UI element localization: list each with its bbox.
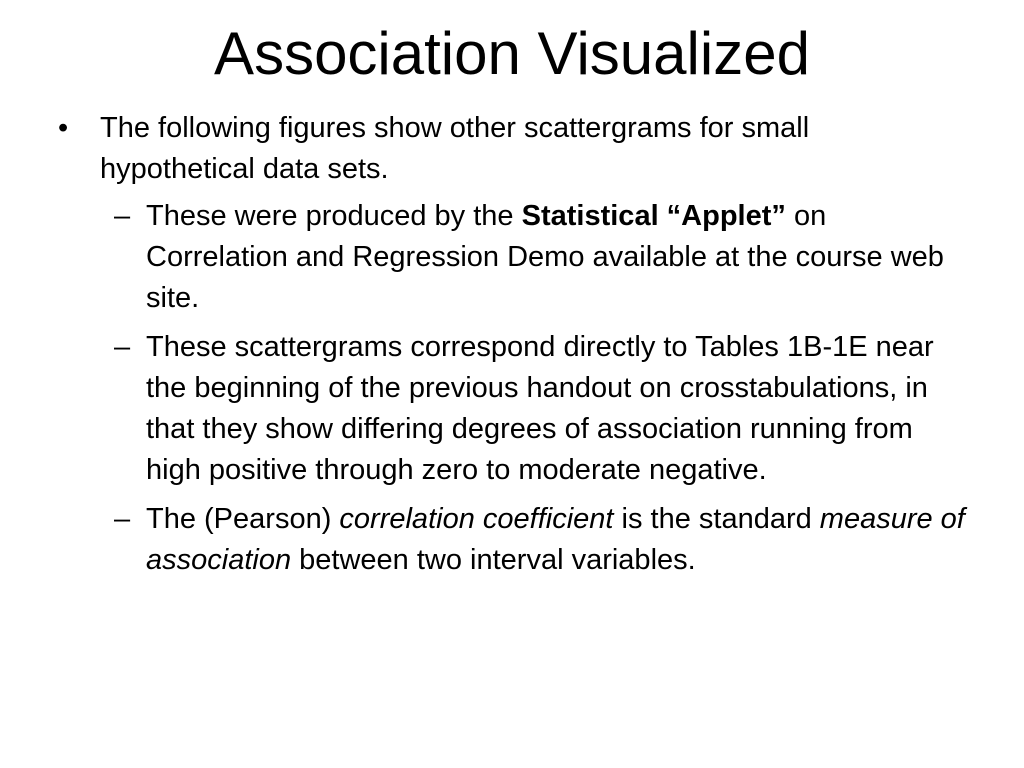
sub-bullet-tables: [114, 327, 966, 491]
sub-bullet-correlation-text-3: between two interval variables.: [291, 544, 696, 576]
bullet-main: [58, 108, 960, 190]
sub-bullet-correlation-text-1: The (Pearson): [146, 503, 340, 535]
dash-icon: –: [114, 503, 131, 535]
measure-of-association-term: measure of association: [146, 503, 965, 576]
sub-bullet-tables-text: These scattergrams correspond directly to Tables 1B-1E near the beginning of the previous handout on crosstabulations, in that they show differing degrees of association running from high positive through zero to moderate negative.: [146, 331, 934, 486]
sub-bullet-applet: [114, 196, 966, 319]
slide-content: [0, 108, 1024, 589]
dash-icon: –: [114, 331, 131, 363]
bullet-main-text: The following figures show other scattergrams for small hypothetical data sets.: [100, 112, 810, 185]
sub-bullet-applet-text-1: These were produced by the: [146, 200, 522, 232]
sub-bullet-correlation: [114, 499, 966, 581]
sub-bullet-applet-text-2: on Correlation and Regression Demo available at the course web site.: [146, 200, 944, 314]
dash-icon: –: [114, 200, 131, 232]
slide-title: Association Visualized: [214, 20, 810, 87]
sub-bullet-list: [0, 196, 1024, 581]
correlation-coefficient-term: correlation coefficient: [339, 503, 614, 535]
bullet-dot-icon: •: [58, 112, 69, 144]
sub-bullet-applet-bold: Statistical “Applet”: [521, 200, 786, 232]
sub-bullet-correlation-text-2: is the standard: [613, 503, 820, 535]
